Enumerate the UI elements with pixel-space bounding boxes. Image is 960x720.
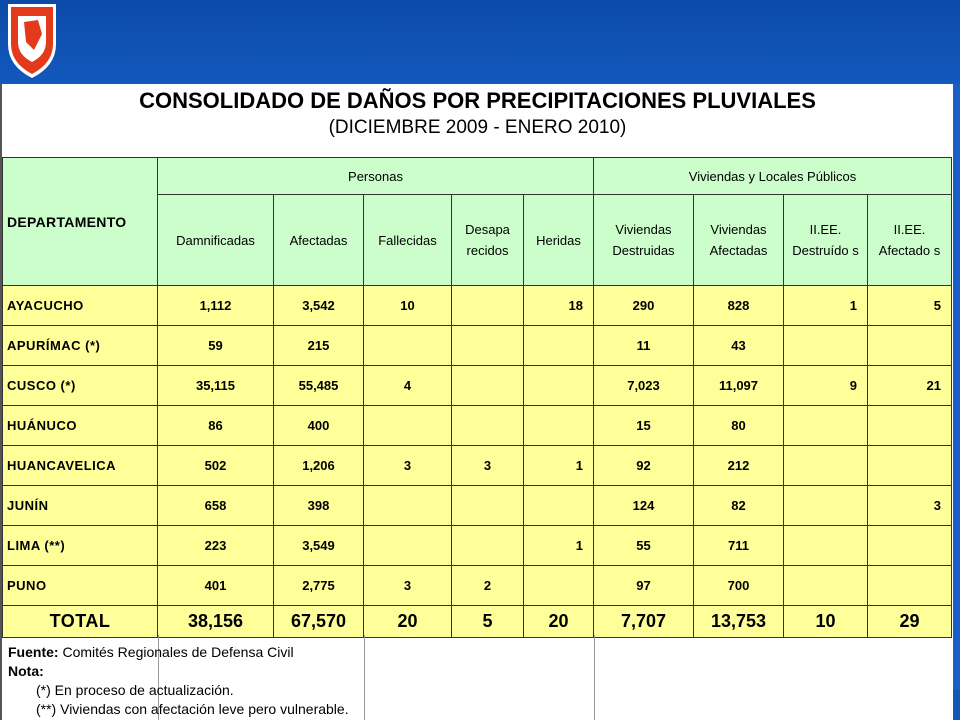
- data-cell: 3,549: [274, 526, 364, 566]
- data-cell: 212: [694, 446, 784, 486]
- data-cell: [452, 366, 524, 406]
- table-row: [3, 566, 952, 606]
- total-cell: 29: [868, 606, 952, 638]
- col-header-fallecidas: Fallecidas: [364, 195, 452, 286]
- data-cell: 398: [274, 486, 364, 526]
- source-line: [8, 643, 349, 662]
- data-cell: 55,485: [274, 366, 364, 406]
- data-cell: [784, 566, 868, 606]
- data-cell: [784, 486, 868, 526]
- viviendas-group-header: Viviendas y Locales Públicos: [594, 158, 952, 195]
- data-cell: 18: [524, 286, 594, 326]
- data-cell: 3: [452, 446, 524, 486]
- source-label: Fuente:: [8, 644, 59, 660]
- nota-label: Nota:: [8, 663, 44, 679]
- document-sheet: [0, 84, 953, 720]
- note-item-1: (*) En proceso de actualización.: [36, 682, 234, 698]
- col-header-iiee-destruidos: II.EE. Destruído s: [784, 195, 868, 286]
- table-row: [3, 326, 952, 366]
- department-cell: PUNO: [3, 566, 158, 606]
- data-cell: [524, 366, 594, 406]
- data-cell: 711: [694, 526, 784, 566]
- table-body: [3, 286, 952, 638]
- data-cell: 658: [158, 486, 274, 526]
- data-cell: 1,206: [274, 446, 364, 486]
- data-cell: 10: [364, 286, 452, 326]
- data-cell: [524, 566, 594, 606]
- data-cell: 3: [364, 446, 452, 486]
- data-cell: [364, 526, 452, 566]
- total-cell: 10: [784, 606, 868, 638]
- data-cell: [364, 406, 452, 446]
- top-banner: [0, 0, 960, 84]
- data-cell: 43: [694, 326, 784, 366]
- data-cell: 215: [274, 326, 364, 366]
- data-cell: 92: [594, 446, 694, 486]
- data-cell: 5: [868, 286, 952, 326]
- data-cell: 82: [694, 486, 784, 526]
- data-cell: 700: [694, 566, 784, 606]
- data-cell: 97: [594, 566, 694, 606]
- data-cell: 1: [524, 526, 594, 566]
- grid-line: [364, 635, 365, 720]
- data-cell: 35,115: [158, 366, 274, 406]
- data-cell: 3,542: [274, 286, 364, 326]
- data-cell: [784, 326, 868, 366]
- data-cell: 502: [158, 446, 274, 486]
- total-cell: 20: [364, 606, 452, 638]
- data-cell: [524, 486, 594, 526]
- data-cell: [452, 286, 524, 326]
- col-header-damnificadas: Damnificadas: [158, 195, 274, 286]
- data-cell: 4: [364, 366, 452, 406]
- data-cell: [784, 406, 868, 446]
- col-header-desaparecidos: Desapa recidos: [452, 195, 524, 286]
- department-cell: CUSCO (*): [3, 366, 158, 406]
- data-cell: 7,023: [594, 366, 694, 406]
- page-title: CONSOLIDADO DE DAÑOS POR PRECIPITACIONES PLUVIALES: [139, 88, 816, 113]
- table-row: [3, 406, 952, 446]
- data-cell: [364, 326, 452, 366]
- col-header-heridas: Heridas: [524, 195, 594, 286]
- data-cell: 400: [274, 406, 364, 446]
- data-cell: 55: [594, 526, 694, 566]
- data-cell: 86: [158, 406, 274, 446]
- department-cell: HUÁNUCO: [3, 406, 158, 446]
- department-cell: AYACUCHO: [3, 286, 158, 326]
- source-text: Comités Regionales de Defensa Civil: [58, 644, 294, 660]
- total-cell: 67,570: [274, 606, 364, 638]
- data-cell: 124: [594, 486, 694, 526]
- grid-line: [594, 635, 595, 720]
- data-cell: 15: [594, 406, 694, 446]
- table-row: [3, 526, 952, 566]
- notes-section: [8, 643, 349, 719]
- department-cell: JUNÍN: [3, 486, 158, 526]
- data-cell: [524, 326, 594, 366]
- data-cell: 2,775: [274, 566, 364, 606]
- col-header-viviendas-afectadas: Viviendas Afectadas: [694, 195, 784, 286]
- total-cell: 13,753: [694, 606, 784, 638]
- total-cell: 7,707: [594, 606, 694, 638]
- data-cell: 828: [694, 286, 784, 326]
- table-row: [3, 366, 952, 406]
- data-cell: 223: [158, 526, 274, 566]
- data-cell: 11: [594, 326, 694, 366]
- data-cell: [868, 526, 952, 566]
- data-cell: 3: [364, 566, 452, 606]
- table-row: [3, 286, 952, 326]
- department-cell: LIMA (**): [3, 526, 158, 566]
- total-cell: 20: [524, 606, 594, 638]
- data-cell: [784, 446, 868, 486]
- data-cell: [452, 486, 524, 526]
- department-header: DEPARTAMENTO: [3, 158, 158, 286]
- data-cell: [868, 566, 952, 606]
- data-cell: [364, 486, 452, 526]
- total-cell: 5: [452, 606, 524, 638]
- data-cell: 290: [594, 286, 694, 326]
- data-cell: 3: [868, 486, 952, 526]
- col-header-iiee-afectados: II.EE. Afectado s: [868, 195, 952, 286]
- data-cell: 1: [524, 446, 594, 486]
- table-row: [3, 486, 952, 526]
- total-cell: 38,156: [158, 606, 274, 638]
- data-cell: [868, 406, 952, 446]
- total-label: TOTAL: [3, 606, 158, 638]
- department-cell: APURÍMAC (*): [3, 326, 158, 366]
- data-cell: 21: [868, 366, 952, 406]
- data-cell: [868, 446, 952, 486]
- total-row: [3, 606, 952, 638]
- damage-table: [2, 157, 952, 638]
- page-subtitle: (DICIEMBRE 2009 - ENERO 2010): [328, 117, 627, 138]
- table-row: [3, 446, 952, 486]
- data-cell: [452, 406, 524, 446]
- data-cell: [452, 326, 524, 366]
- data-cell: 401: [158, 566, 274, 606]
- data-cell: 1: [784, 286, 868, 326]
- note-item-2: (**) Viviendas con afectación leve pero vulnerable.: [36, 701, 349, 717]
- personas-group-header: Personas: [158, 158, 594, 195]
- data-cell: [452, 526, 524, 566]
- data-cell: 80: [694, 406, 784, 446]
- data-cell: 2: [452, 566, 524, 606]
- data-cell: 11,097: [694, 366, 784, 406]
- data-cell: [868, 326, 952, 366]
- data-cell: [784, 526, 868, 566]
- data-cell: 59: [158, 326, 274, 366]
- data-cell: 9: [784, 366, 868, 406]
- col-header-viviendas-destruidas: Viviendas Destruidas: [594, 195, 694, 286]
- col-header-afectadas: Afectadas: [274, 195, 364, 286]
- department-cell: HUANCAVELICA: [3, 446, 158, 486]
- data-cell: [524, 406, 594, 446]
- defensa-civil-logo: [4, 0, 60, 80]
- data-cell: 1,112: [158, 286, 274, 326]
